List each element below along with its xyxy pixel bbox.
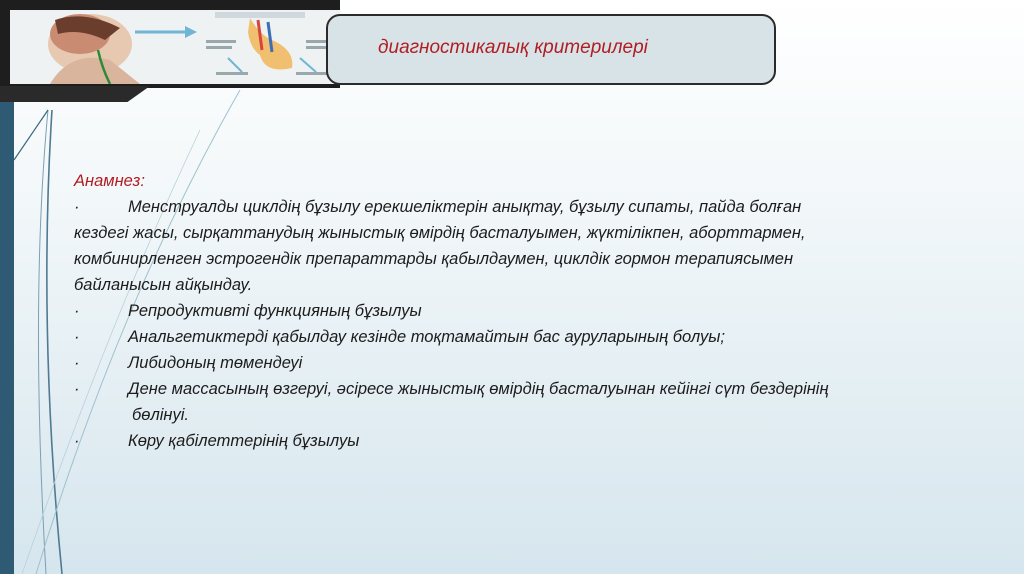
section-heading: Анамнез: [74,172,145,190]
list-item-continuation: бөлінуі. [132,406,190,424]
left-accent-bar [0,100,14,574]
slide-content [74,168,974,454]
bullet: · [74,198,80,216]
list-item-text: Көру қабілеттерінің бұзылуы [128,432,360,450]
list-item-continuation: комбинирленген эстрогендік препараттарды қабылдаумен, циклдік гормон терапиясымен [74,250,794,268]
bullet: · [74,354,80,372]
bullet: · [74,380,80,398]
list-item-text: Анальгетиктерді қабылдау кезінде тоқтамайтын бас ауруларының болуы; [128,328,725,346]
list-item-text: Менструалды циклдің бұзылу ерекшеліктерін анықтау, бұзылу сипаты, пайда болған [128,198,802,216]
anatomy-illustration [10,10,340,84]
list-item [74,298,974,324]
bullet: · [74,302,80,320]
slide-title: диагностикалық критерилері [378,37,648,58]
list-item-text: Репродуктивті функцияның бұзылуы [128,302,422,320]
list-item [74,376,974,402]
header-shadow [0,86,150,102]
list-item-text: Дене массасының өзгеруі, әсіресе жыныстық өмірдің басталуынан кейінгі сүт бездерінің [128,380,829,398]
list-item [74,324,974,350]
list-item-continuation: кездегі жасы, сырқаттанудың жыныстық өмірдің басталуымен, жүктілікпен, аборттармен, [74,224,806,242]
bullet: · [74,432,80,450]
list-item [74,194,974,220]
list-item-continuation: байланысын айқындау. [74,276,253,294]
list-item [74,350,974,376]
list-item [74,428,974,454]
bullet: · [74,328,80,346]
list-item-text: Либидоның төмендеуі [128,354,303,372]
